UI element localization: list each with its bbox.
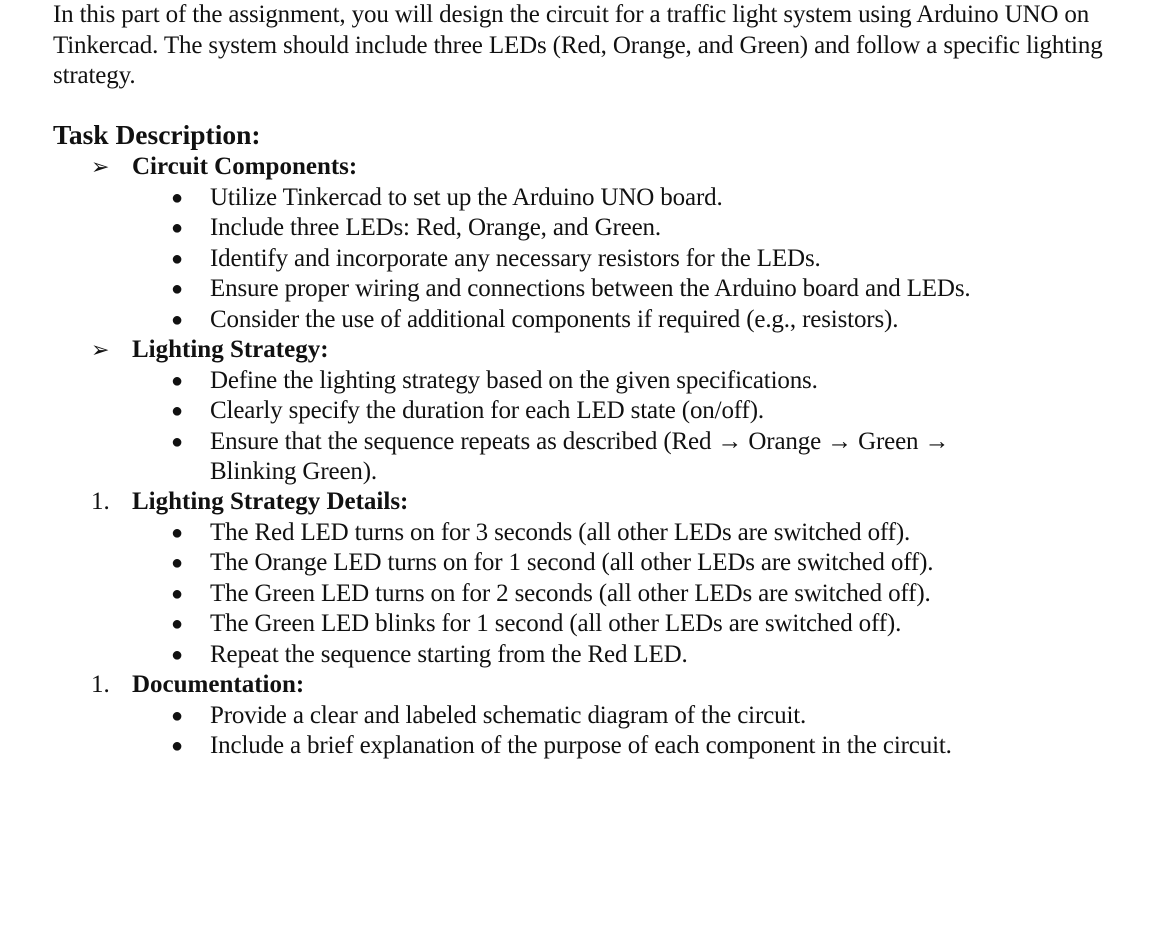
arrow-bullet-icon: ➢ — [91, 154, 110, 179]
list-item: ● Clearly specify the duration for each LED state (on/off). — [53, 396, 1090, 427]
bullet-dot-icon: ● — [171, 247, 183, 270]
bullet-list — [53, 366, 1153, 488]
section-title-row — [53, 335, 1153, 366]
list-item: ● Define the lighting strategy based on the given specifications. — [53, 366, 1090, 397]
list-item: ● Identify and incorporate any necessary resistors for the LEDs. — [53, 244, 1090, 275]
section-lighting-strategy-details — [53, 487, 1153, 670]
section-documentation — [53, 670, 1153, 762]
section-title: Lighting Strategy: — [132, 336, 329, 363]
task-description-heading: Task Description: — [53, 119, 261, 150]
bullet-dot-icon: ● — [171, 308, 183, 331]
list-item: ● Include a brief explanation of the purpose of each component in the circuit. — [53, 731, 1090, 762]
bullet-dot-icon: ● — [171, 430, 183, 453]
bullet-dot-icon: ● — [171, 186, 183, 209]
section-title: Documentation: — [132, 671, 305, 698]
list-item: ● The Green LED blinks for 1 second (all other LEDs are switched off). — [53, 609, 1090, 640]
list-item: ● The Green LED turns on for 2 seconds (all other LEDs are switched off). — [53, 579, 1090, 610]
list-number: 1. — [91, 671, 110, 698]
list-item: ● Provide a clear and labeled schematic diagram of the circuit. — [53, 701, 1090, 732]
bullet-dot-icon: ● — [171, 552, 183, 574]
list-item: ● The Red LED turns on for 3 seconds (all other LEDs are switched off). — [53, 518, 1090, 549]
document-page — [53, 0, 1153, 759]
section-title: Lighting Strategy Details: — [132, 488, 409, 515]
list-item: ● Include three LEDs: Red, Orange, and Green. — [53, 213, 1090, 244]
list-item: ● Ensure proper wiring and connections between the Arduino board and LEDs. — [53, 274, 1090, 305]
bullet-list — [53, 518, 1153, 671]
list-number: 1. — [91, 488, 110, 515]
list-item: ● Repeat the sequence starting from the Red LED. — [53, 640, 1090, 671]
section-title-row — [53, 487, 1153, 518]
bullet-dot-icon: ● — [171, 217, 183, 239]
bullet-list — [53, 701, 1153, 762]
section-circuit-components — [53, 152, 1153, 335]
list-item: ● The Orange LED turns on for 1 second (all other LEDs are switched off). — [53, 548, 1090, 579]
bullet-list — [53, 183, 1153, 336]
list-item: ● Utilize Tinkercad to set up the Arduino UNO board. — [53, 183, 1090, 214]
bullet-dot-icon: ● — [171, 369, 183, 392]
section-title-row — [53, 152, 1153, 183]
section-lighting-strategy — [53, 335, 1153, 488]
intro-paragraph: In this part of the assignment, you will design the circuit for a traffic light system using Arduino UNO on Tinkercad. The system should include three LEDs (Red, Orange, and Green) and follow a specific lighting strategy. — [53, 1, 1103, 89]
bullet-dot-icon: ● — [171, 643, 183, 666]
arrow-bullet-icon: ➢ — [91, 337, 110, 362]
bullet-dot-icon: ● — [171, 521, 183, 544]
bullet-dot-icon: ● — [171, 400, 183, 422]
list-item: ● Ensure that the sequence repeats as described (Red → Orange → Green → Blinking Green). — [171, 427, 950, 485]
list-item: ● Consider the use of additional components if required (e.g., resistors). — [53, 305, 1090, 336]
section-title: Circuit Components: — [132, 153, 358, 180]
bullet-dot-icon: ● — [171, 613, 183, 635]
bullet-dot-icon: ● — [171, 704, 183, 727]
bullet-dot-icon: ● — [171, 582, 183, 605]
bullet-dot-icon: ● — [171, 735, 183, 757]
section-title-row — [53, 670, 1153, 701]
bullet-dot-icon: ● — [171, 278, 183, 300]
